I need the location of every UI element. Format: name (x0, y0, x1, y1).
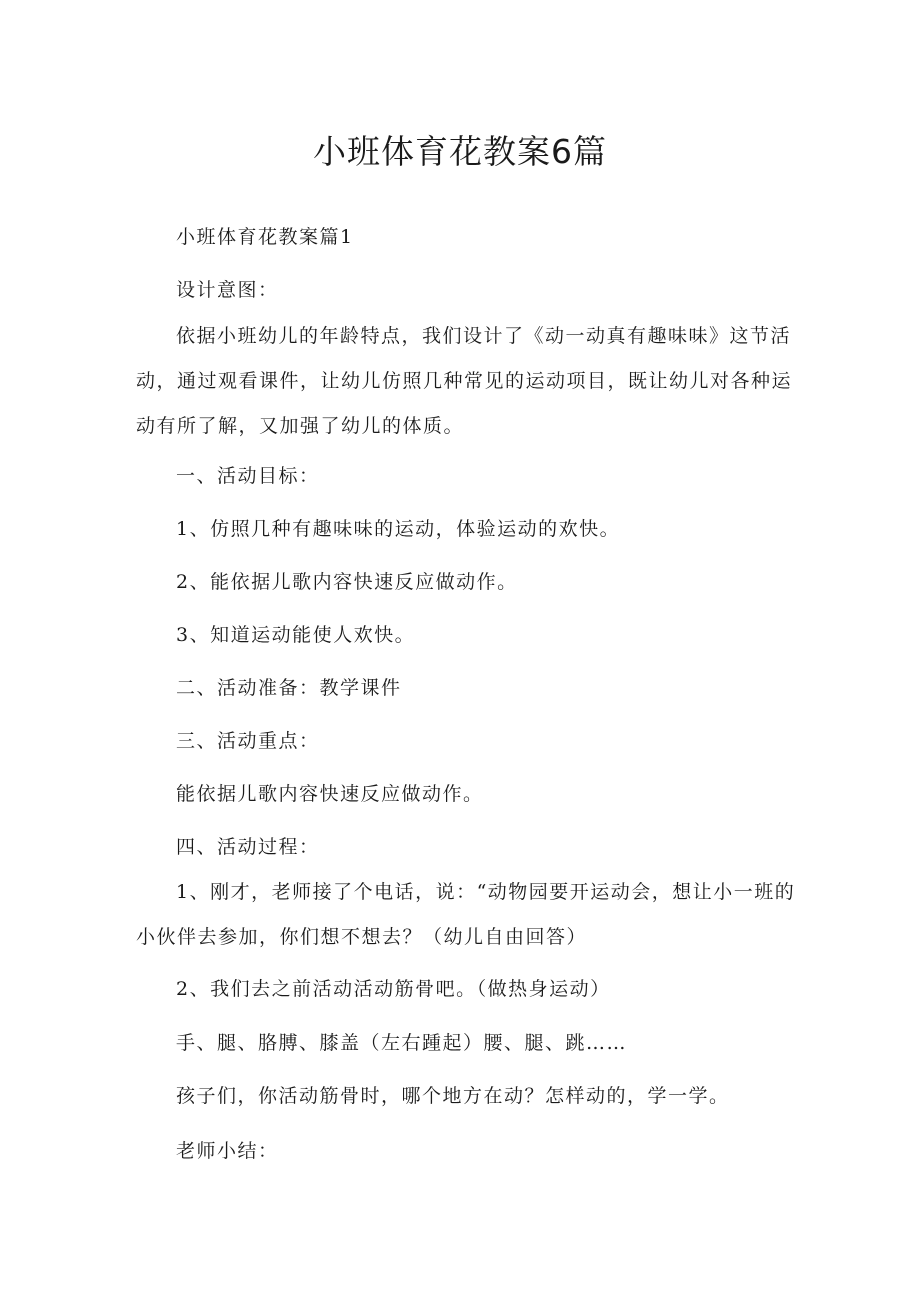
paragraph: 四、活动过程： (176, 836, 320, 858)
paragraph: 依据小班幼儿的年龄特点，我们设计了《动一动真有趣味味》这节活动，通过观看课件，让幼儿仿照几种常见的运动项目，既让幼儿对各种运动有所了解，又加强了幼儿的体质。 (136, 325, 793, 437)
paragraph: 3、知道运动能使人欢快。 (176, 624, 416, 646)
paragraph: 1、刚才，老师接了个电话，说：“动物园要开运动会，想让小一班的小伙伴去参加，你们想不想去？（幼儿自由回答） (136, 881, 796, 948)
document-title: 小班体育花教案6篇 (313, 132, 607, 172)
paragraph: 2、能依据儿歌内容快速反应做动作。 (176, 571, 518, 593)
paragraph: 手、腿、胳膊、膝盖（左右踵起）腰、腿、跳…… (176, 1032, 628, 1054)
section-heading: 小班体育花教案篇1 (176, 226, 354, 248)
paragraph: 孩子们，你活动筋骨时，哪个地方在动？怎样动的，学一学。 (176, 1085, 730, 1107)
paragraph: 一、活动目标： (176, 465, 320, 487)
paragraph: 1、仿照几种有趣味味的运动，体验运动的欢快。 (176, 518, 621, 540)
paragraph: 三、活动重点： (176, 730, 320, 752)
paragraph: 能依据儿歌内容快速反应做动作。 (176, 783, 484, 805)
paragraph: 老师小结： (176, 1140, 279, 1162)
paragraph: 2、我们去之前活动活动筋骨吧。（做热身运动） (176, 978, 611, 1000)
paragraph: 设计意图： (176, 279, 279, 301)
paragraph: 二、活动准备：教学课件 (176, 677, 402, 699)
